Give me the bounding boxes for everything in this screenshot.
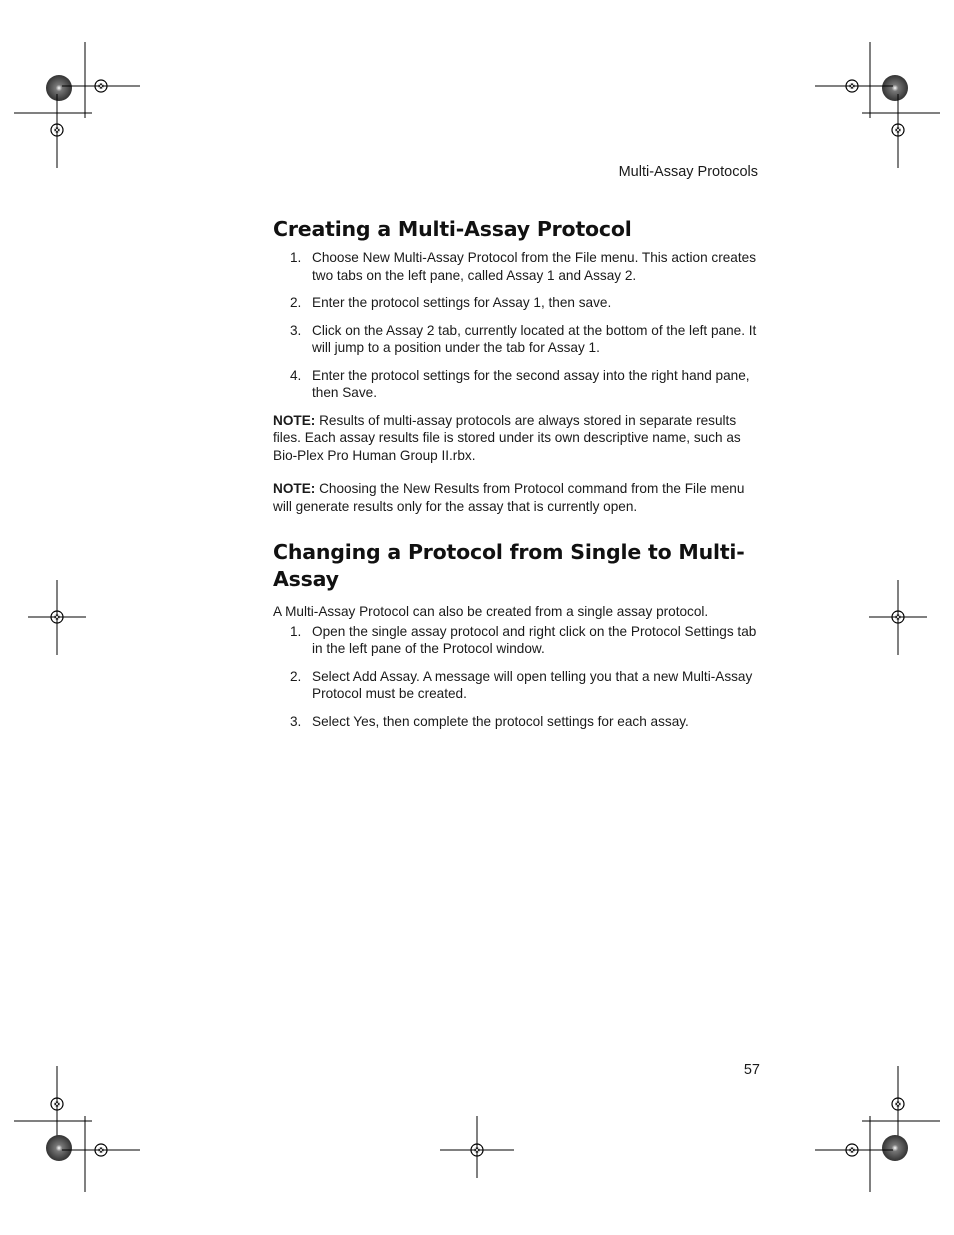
list-item bbox=[273, 668, 761, 703]
registration-dial-icon bbox=[46, 75, 72, 101]
step-text: Enter the protocol settings for the second assay into the right hand pane, then Save. bbox=[312, 367, 750, 400]
registration-dial-icon bbox=[46, 1135, 72, 1161]
intro-paragraph: A Multi-Assay Protocol can also be created from a single assay protocol. bbox=[273, 604, 709, 619]
registration-dial-icon bbox=[882, 75, 908, 101]
note-label: NOTE: bbox=[273, 412, 316, 428]
running-header: Multi-Assay Protocols bbox=[618, 164, 758, 180]
step-text: Click on the Assay 2 tab, currently located at the bottom of the left pane. It will jump to a position under the tab for Assay 1. bbox=[312, 322, 757, 355]
step-text: Enter the protocol settings for Assay 1, then save. bbox=[312, 295, 612, 310]
registration-dial-icon bbox=[882, 1135, 908, 1161]
step-number: 2. bbox=[290, 295, 302, 310]
note-text: Results of multi-assay protocols are always stored in separate results files. Each assay results file is stored under its own descriptive name, such as Bio-Plex Pro Human Group II.rbx. bbox=[273, 412, 741, 463]
step-number: 3. bbox=[290, 713, 302, 729]
step-text: Open the single assay protocol and right click on the Protocol Settings tab in the left pane of the Protocol window. bbox=[312, 623, 757, 656]
note-paragraph bbox=[273, 480, 761, 515]
steps-list bbox=[273, 249, 761, 402]
list-item bbox=[273, 322, 761, 357]
note-text: Choosing the New Results from Protocol command from the File menu will generate results only for the assay that is currently open. bbox=[273, 481, 745, 514]
note-label: NOTE: bbox=[273, 481, 316, 496]
main-content bbox=[273, 216, 761, 740]
step-number: 2. bbox=[290, 668, 302, 684]
section-heading: Changing a Protocol from Single to Multi-Assay bbox=[273, 540, 745, 591]
note-paragraph bbox=[273, 412, 761, 465]
step-text: Select Add Assay. A message will open telling you that a new Multi-Assay Protocol must be created. bbox=[312, 668, 753, 701]
list-item bbox=[273, 249, 761, 284]
list-item bbox=[273, 367, 761, 402]
section-heading: Creating a Multi-Assay Protocol bbox=[273, 217, 632, 241]
list-item bbox=[273, 623, 761, 658]
list-item bbox=[273, 294, 761, 312]
step-number: 3. bbox=[290, 322, 302, 338]
step-number: 4. bbox=[290, 367, 302, 383]
step-text: Choose New Multi-Assay Protocol from the File menu. This action creates two tabs on the left pane, called Assay 1 and Assay 2. bbox=[312, 250, 756, 283]
list-item bbox=[273, 713, 761, 731]
step-text: Select Yes, then complete the protocol settings for each assay. bbox=[312, 713, 689, 729]
page-number: 57 bbox=[743, 1062, 760, 1078]
step-number: 1. bbox=[290, 623, 302, 639]
step-number: 1. bbox=[290, 250, 302, 265]
steps-list bbox=[273, 623, 761, 731]
